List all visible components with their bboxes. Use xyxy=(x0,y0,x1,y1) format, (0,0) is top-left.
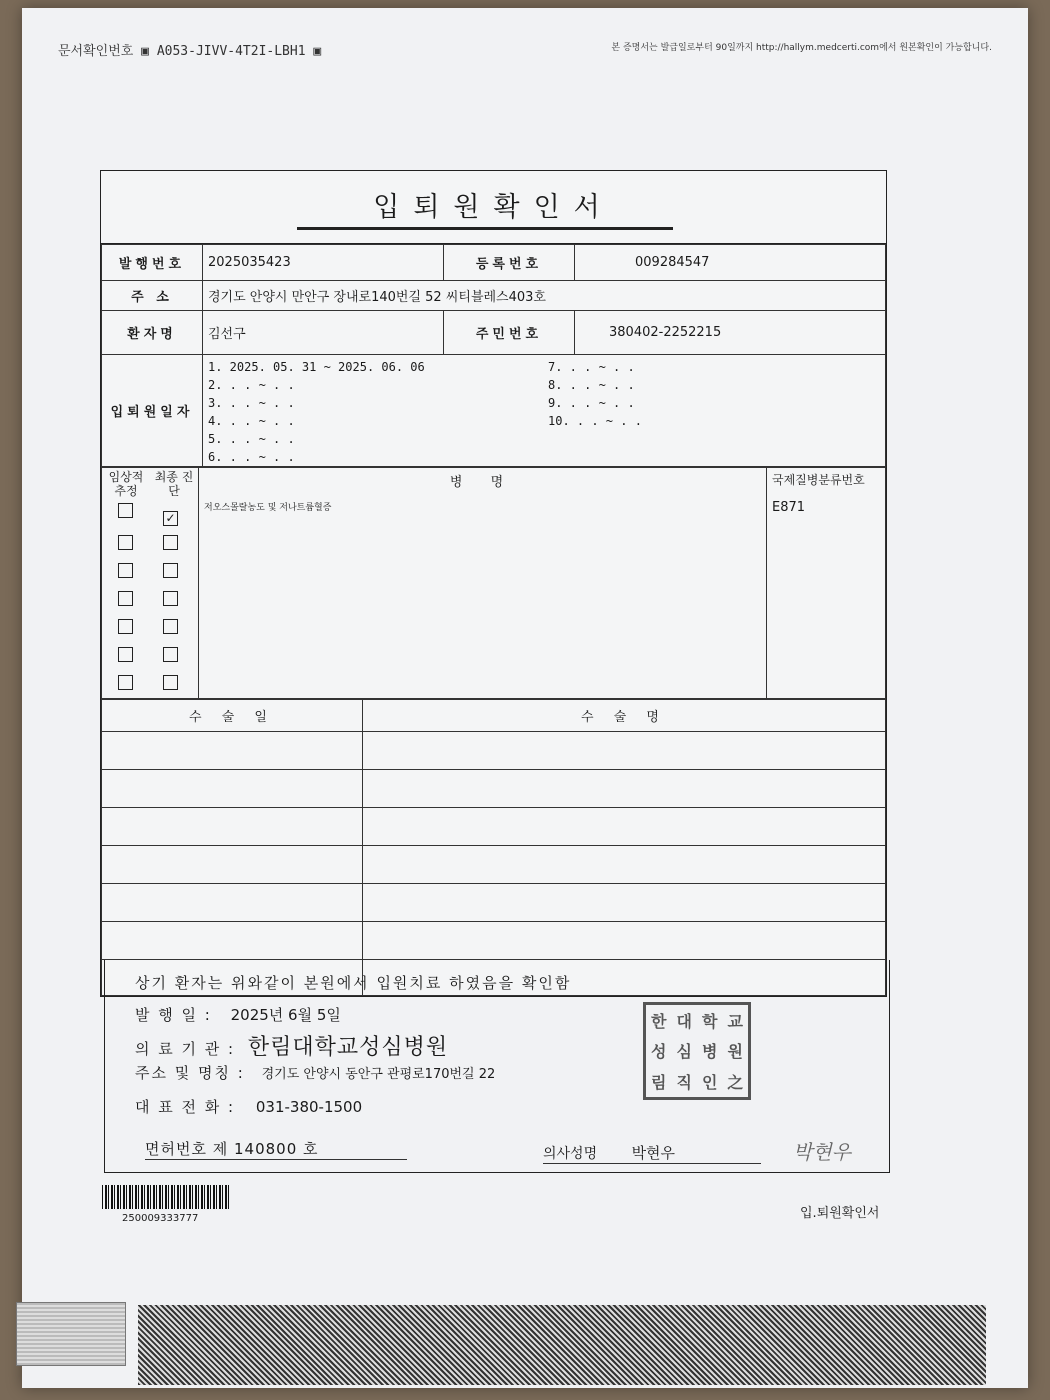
doctor-name: 박현우 xyxy=(631,1144,676,1162)
clinical-checkbox[interactable] xyxy=(118,647,133,662)
issue-date-label: 발 행 일 : xyxy=(135,1006,212,1024)
institution-address: 경기도 안양시 동안구 관평로170번길 22 xyxy=(261,1067,496,1082)
patient-info-table xyxy=(101,244,886,467)
date-entry: 3. . . ~ . . xyxy=(208,396,295,410)
surgery-name-cell xyxy=(363,922,886,960)
surgery-name-cell xyxy=(363,846,886,884)
surgery-date-cell xyxy=(102,770,363,808)
final-checkbox[interactable] xyxy=(163,563,178,578)
institution-address-label: 주소 및 명칭 : xyxy=(135,1064,245,1082)
issue-no-value: 2025035423 xyxy=(203,245,444,281)
dates-label: 입퇴원일자 xyxy=(102,355,203,467)
surgery-name-cell xyxy=(363,770,886,808)
phone-row xyxy=(135,1096,362,1117)
hospital-seal: 한 대 학 교 성 심 병 원 림 직 인 之 xyxy=(643,1002,751,1100)
barcode-number: 250009333777 xyxy=(122,1213,199,1224)
surgery-table xyxy=(101,699,886,996)
final-checkbox[interactable] xyxy=(163,619,178,634)
license-number: 면허번호 제 140800 호 xyxy=(145,1138,407,1160)
surgery-name-cell xyxy=(363,884,886,922)
clinical-checkbox[interactable] xyxy=(118,563,133,578)
patient-name-value: 김선구 xyxy=(203,311,444,355)
surgery-name-cell xyxy=(363,732,886,770)
final-checkbox[interactable] xyxy=(163,647,178,662)
rrn-value: 380402-2252215 xyxy=(575,311,886,355)
issue-date-value: 2025년 6월 5일 xyxy=(230,1006,341,1024)
surgery-date-cell xyxy=(102,732,363,770)
disease-name-entry: 저오스몰랄농도 및 저나트륨혈증 xyxy=(204,503,332,513)
institution-row xyxy=(135,1030,448,1061)
title-row xyxy=(101,171,886,244)
surgery-name-header: 수 술 명 xyxy=(363,700,886,732)
institution-address-row xyxy=(135,1062,495,1083)
date-entry: 7. . . ~ . . xyxy=(548,360,635,374)
clinical-checkbox[interactable] xyxy=(118,535,133,550)
clinical-checkbox[interactable] xyxy=(118,619,133,634)
patient-name-label: 환자명 xyxy=(102,311,203,355)
rrn-label: 주민번호 xyxy=(444,311,575,355)
date-entry: 5. . . ~ . . xyxy=(208,432,295,446)
date-entry: 9. . . ~ . . xyxy=(548,396,635,410)
redacted-code-area xyxy=(138,1305,986,1385)
confirmation-section xyxy=(104,960,890,1173)
date-entry: 1. 2025. 05. 31 ~ 2025. 06. 06 xyxy=(208,360,425,374)
verify-notice: 본 증명서는 발급일로부터 90일까지 http://hallym.medcerti.com에서 원본확인이 가능합니다. xyxy=(611,43,992,53)
certificate-form xyxy=(100,170,887,997)
diagnosis-names xyxy=(199,468,767,699)
surgery-date-cell xyxy=(102,808,363,846)
reg-no-value: 009284547 xyxy=(575,245,886,281)
redacted-stamp xyxy=(16,1302,126,1366)
final-checkbox-checked[interactable]: ✓ xyxy=(163,511,178,526)
title-underline xyxy=(297,227,673,230)
header-line xyxy=(58,40,992,59)
checkbox-rows xyxy=(102,498,198,698)
surgery-date-cell xyxy=(102,846,363,884)
footer-doc-title: 입.퇴원확인서 xyxy=(800,1206,880,1221)
disease-name-header: 병 명 xyxy=(449,475,516,490)
dates-right-list xyxy=(548,358,642,466)
date-entry: 4. . . ~ . . xyxy=(208,414,295,428)
phone-label: 대 표 전 화 : xyxy=(135,1098,236,1116)
issue-date-row xyxy=(135,1004,341,1025)
date-entry: 6. . . ~ . . xyxy=(208,450,295,464)
date-entry: 10. . . ~ . . xyxy=(548,414,642,428)
admission-dates xyxy=(203,355,886,467)
diagnosis-table xyxy=(101,467,886,699)
barcode xyxy=(102,1185,230,1209)
diagnosis-codes xyxy=(767,468,886,699)
clinical-estimate-label: 임상적 추정 xyxy=(108,470,144,498)
phone-value: 031-380-1500 xyxy=(255,1098,363,1116)
final-checkbox[interactable] xyxy=(163,675,178,690)
address-value: 경기도 안양시 만안구 장내로140번길 52 씨티블레스403호 xyxy=(203,281,886,311)
dates-left-list xyxy=(208,358,548,466)
surgery-date-cell xyxy=(102,922,363,960)
clinical-checkbox[interactable] xyxy=(118,503,133,518)
clinical-checkbox[interactable] xyxy=(118,591,133,606)
confirmation-statement: 상기 환자는 위와같이 본원에서 입원치료 하였음을 확인함 xyxy=(135,974,572,992)
institution-name: 한림대학교성심병원 xyxy=(247,1035,449,1060)
surgery-date-header: 수 술 일 xyxy=(102,700,363,732)
institution-label: 의 료 기 관 : xyxy=(135,1040,236,1058)
doctor-label: 의사성명 xyxy=(543,1146,598,1162)
icd-code-header: 국제질병분류번호 xyxy=(772,473,865,487)
document-title: 입퇴원확인서 xyxy=(373,192,614,223)
doctor-signature: 박현우 xyxy=(793,1140,851,1164)
date-entry: 2. . . ~ . . xyxy=(208,378,295,392)
date-entry: 8. . . ~ . . xyxy=(548,378,635,392)
final-checkbox[interactable] xyxy=(163,591,178,606)
reg-no-label: 등록번호 xyxy=(444,245,575,281)
diagnosis-checks xyxy=(102,468,199,699)
icd-code-value: E871 xyxy=(772,500,806,515)
surgery-date-cell xyxy=(102,884,363,922)
final-checkbox[interactable] xyxy=(163,535,178,550)
doc-confirm-number: 문서확인번호 ▣ A053-JIVV-4T2I-LBH1 ▣ xyxy=(58,44,322,59)
issue-no-label: 발행번호 xyxy=(102,245,203,281)
surgery-name-cell xyxy=(363,808,886,846)
final-diagnosis-label: 최종 진단 xyxy=(154,470,194,498)
address-label: 주 소 xyxy=(102,281,203,311)
clinical-checkbox[interactable] xyxy=(118,675,133,690)
doctor-row xyxy=(543,1142,761,1164)
